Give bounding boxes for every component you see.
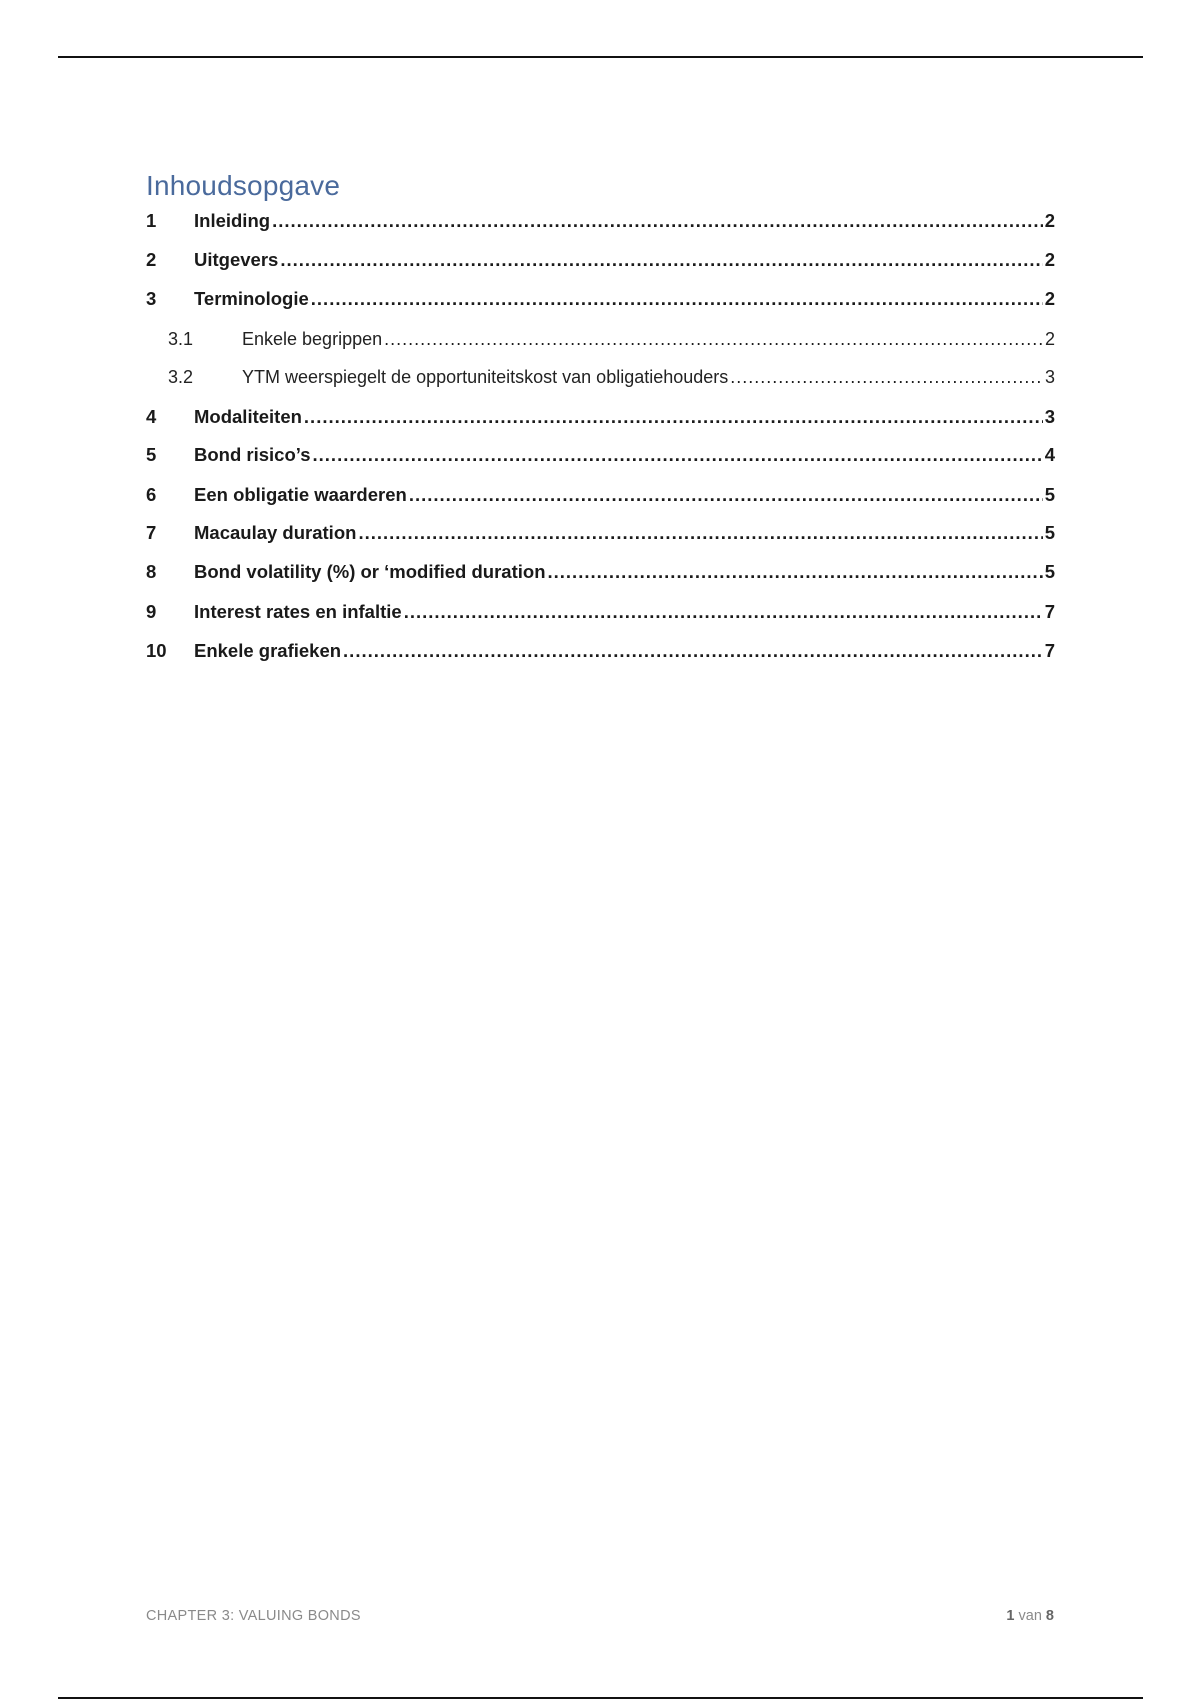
toc-entry[interactable] — [146, 442, 1055, 468]
toc-entry-page: 5 — [1044, 522, 1055, 543]
toc-entry[interactable] — [146, 286, 1055, 312]
toc-entry[interactable] — [146, 638, 1055, 664]
toc-entry-page: 2 — [1044, 210, 1055, 231]
toc-entry-number: 6 — [146, 484, 157, 505]
toc-entry-number: 3.1 — [168, 329, 194, 349]
toc-entry-title: YTM weerspiegelt de opportuniteitskost van obligatiehouders — [242, 367, 729, 387]
toc-entry-number: 1 — [146, 210, 157, 231]
toc-entry[interactable] — [146, 520, 1055, 546]
toc-entry-title: Interest rates en infaltie — [194, 601, 402, 622]
toc-subentry[interactable] — [146, 326, 1055, 352]
toc-heading: Inhoudsopgave — [146, 170, 341, 201]
toc-entry-title: Enkele grafieken — [194, 640, 342, 661]
toc-entry[interactable] — [146, 559, 1055, 585]
toc-entry-number: 9 — [146, 601, 157, 622]
toc-entry-page: 2 — [1044, 329, 1055, 349]
toc-entry-page: 4 — [1044, 444, 1055, 465]
toc-entry-number: 10 — [146, 640, 167, 661]
toc-entry-number: 8 — [146, 561, 157, 582]
toc-entry-number: 2 — [146, 249, 157, 270]
toc-entry-page: 3 — [1044, 367, 1055, 387]
dot-leader — [404, 599, 1043, 625]
toc-entry-page: 2 — [1044, 249, 1055, 270]
toc-entry-page: 5 — [1044, 561, 1055, 582]
footer-page-total: 8 — [1045, 1608, 1054, 1624]
toc-subentry[interactable] — [146, 364, 1055, 390]
toc-entry-page: 5 — [1044, 484, 1055, 505]
toc-entry-title: Enkele begrippen — [242, 329, 383, 349]
toc-entry-number: 7 — [146, 522, 157, 543]
toc-entry-number: 4 — [146, 406, 157, 427]
dot-leader — [384, 326, 1043, 352]
dot-leader — [548, 559, 1043, 585]
footer-page-current: 1 — [1006, 1608, 1015, 1624]
toc-entry-title: Bond risico’s — [194, 444, 311, 465]
toc-entry[interactable] — [146, 599, 1055, 625]
dot-leader — [409, 482, 1043, 508]
toc-entry-page: 7 — [1044, 640, 1055, 661]
toc-entry[interactable] — [146, 404, 1055, 430]
dot-leader — [343, 638, 1043, 664]
toc-entry-page: 7 — [1044, 601, 1055, 622]
footer-page-number — [1006, 1608, 1054, 1624]
header-rule — [58, 56, 1143, 58]
dot-leader — [313, 442, 1043, 468]
footer-page-sep: van — [1018, 1608, 1042, 1624]
toc-entry-page: 3 — [1044, 406, 1055, 427]
toc-entry-number: 3.2 — [168, 367, 194, 387]
footer-chapter-title: CHAPTER 3: VALUING BONDS — [146, 1608, 361, 1624]
toc-entry-title: Bond volatility (%) or ‘modified duration — [194, 561, 546, 582]
toc-entry-number: 5 — [146, 444, 157, 465]
toc-entry-title: Modaliteiten — [194, 406, 302, 427]
dot-leader — [358, 520, 1042, 546]
toc-entry-number: 3 — [146, 288, 157, 309]
toc-entry[interactable] — [146, 482, 1055, 508]
dot-leader — [280, 247, 1042, 273]
dot-leader — [304, 404, 1043, 430]
toc-entry-title: Terminologie — [194, 288, 309, 309]
dot-leader — [311, 286, 1043, 312]
toc-entry-title: Inleiding — [194, 210, 271, 231]
footer-rule — [58, 1697, 1143, 1699]
toc-entry-title: Een obligatie waarderen — [194, 484, 407, 505]
toc-entry-title: Macaulay duration — [194, 522, 357, 543]
toc-entry[interactable] — [146, 247, 1055, 273]
dot-leader — [730, 364, 1043, 390]
toc-entry-title: Uitgevers — [194, 249, 279, 270]
toc-entry-page: 2 — [1044, 288, 1055, 309]
dot-leader — [272, 208, 1043, 234]
toc-entry[interactable] — [146, 208, 1055, 234]
